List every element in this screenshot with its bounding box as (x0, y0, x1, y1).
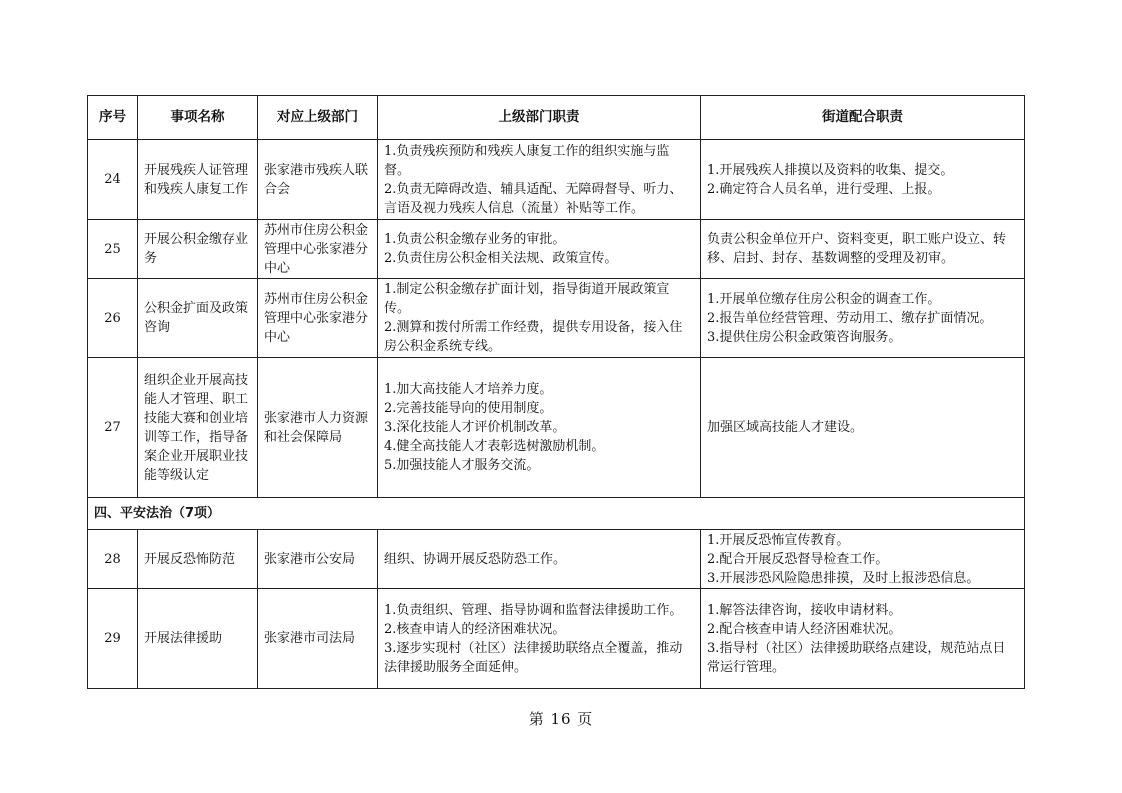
table-body-before (88, 140, 1025, 498)
coop-line: 1.开展反恐怖宣传教育。 (707, 532, 850, 548)
duty-line: 2.负责无障碍改造、辅具适配、无障碍督导、听力、言语及视力残疾人信息（流量）补贴等工作。 (384, 181, 683, 216)
header-name: 事项名称 (138, 96, 258, 140)
row-number: 29 (88, 589, 138, 689)
coop-line: 1.开展单位缴存住房公积金的调查工作。 (707, 291, 941, 307)
coop-line: 2.报告单位经营管理、劳动用工、缴存扩面情况。 (707, 310, 993, 326)
header-coop: 街道配合职责 (701, 96, 1025, 140)
row-number: 24 (88, 140, 138, 220)
table-row (88, 530, 1025, 589)
duty-line: 1.负责残疾预防和残疾人康复工作的组织实施与监督。 (384, 143, 670, 178)
coop-line: 1.解答法律咨询，接收申请材料。 (707, 602, 902, 618)
superior-duties (378, 220, 701, 279)
item-name: 组织企业开展高技能人才管理、职工技能大赛和创业培训等工作，指导备案企业开展职业技能等级认定 (138, 358, 258, 498)
duty-line: 2.负责住房公积金相关法规、政策宣传。 (384, 251, 618, 266)
table-header-row (88, 96, 1025, 140)
coop-line: 3.开展涉恐风险隐患排摸，及时上报涉恐信息。 (707, 570, 980, 586)
coop-line: 3.指导村（社区）法律援助联络点建设，规范站点日常运行管理。 (707, 640, 1006, 675)
superior-duties (378, 589, 701, 689)
duty-line: 1.负责公积金缴存业务的审批。 (384, 232, 566, 247)
duty-line: 3.深化技能人才评价机制改革。 (384, 420, 566, 435)
duty-line: 3.逐步实现村（社区）法律援助联络点全覆盖，推动法律援助服务全面延伸。 (384, 640, 683, 675)
coop-line: 加强区域高技能人才建设。 (707, 420, 864, 435)
street-cooperation-duties (701, 140, 1025, 220)
duty-table (87, 95, 1025, 689)
duty-line: 1.加大高技能人才培养力度。 (384, 382, 553, 397)
item-name: 开展残疾人证管理和残疾人康复工作 (138, 140, 258, 220)
item-name: 开展公积金缴存业务 (138, 220, 258, 279)
superior-department: 张家港市人力资源和社会保障局 (258, 358, 378, 498)
table-row (88, 140, 1025, 220)
section-title: 四、平安法治（7项） (88, 498, 1025, 530)
superior-duties (378, 530, 701, 589)
section-body (88, 498, 1025, 530)
coop-line: 1.开展残疾人排摸以及资料的收集、提交。 (707, 162, 954, 178)
item-name: 开展反恐怖防范 (138, 530, 258, 589)
item-name: 开展法律援助 (138, 589, 258, 689)
section-row (88, 498, 1025, 530)
row-number: 26 (88, 279, 138, 358)
superior-department: 苏州市住房公积金管理中心张家港分中心 (258, 220, 378, 279)
duty-line: 1.制定公积金缴存扩面计划，指导街道开展政策宣传。 (384, 282, 670, 316)
street-cooperation-duties (701, 589, 1025, 689)
table-row (88, 279, 1025, 358)
duty-line: 组织、协调开展反恐防恐工作。 (384, 551, 567, 567)
row-number: 27 (88, 358, 138, 498)
coop-line: 2.配合开展反恐督导检查工作。 (707, 551, 889, 567)
superior-duties (378, 140, 701, 220)
street-cooperation-duties (701, 358, 1025, 498)
duty-line: 4.健全高技能人才表彰选树激励机制。 (384, 439, 605, 454)
table-row (88, 589, 1025, 689)
superior-department: 苏州市住房公积金管理中心张家港分中心 (258, 279, 378, 358)
duty-line: 2.核查申请人的经济困难状况。 (384, 621, 566, 637)
superior-department: 张家港市司法局 (258, 589, 378, 689)
table-body-after (88, 530, 1025, 689)
duty-line: 2.完善技能导向的使用制度。 (384, 401, 553, 416)
superior-duties (378, 279, 701, 358)
coop-line: 2.确定符合人员名单，进行受理、上报。 (707, 181, 941, 197)
coop-line: 负责公积金单位开户、资料变更，职工账户设立、转移、启封、封存、基数调整的受理及初审。 (707, 232, 1007, 266)
table-row (88, 358, 1025, 498)
duty-line: 1.负责组织、管理、指导协调和监督法律援助工作。 (384, 602, 683, 618)
page-number: 第 16 页 (528, 710, 594, 728)
row-number: 28 (88, 530, 138, 589)
superior-department: 张家港市公安局 (258, 530, 378, 589)
coop-line: 3.提供住房公积金政策咨询服务。 (707, 329, 902, 345)
table-row (88, 220, 1025, 279)
street-cooperation-duties (701, 530, 1025, 589)
street-cooperation-duties (701, 279, 1025, 358)
item-name: 公积金扩面及政策咨询 (138, 279, 258, 358)
duty-line: 2.测算和拨付所需工作经费，提供专用设备，接入住房公积金系统专线。 (384, 320, 683, 354)
header-duty: 上级部门职责 (378, 96, 701, 140)
street-cooperation-duties (701, 220, 1025, 279)
duty-line: 5.加强技能人才服务交流。 (384, 458, 540, 473)
header-num: 序号 (88, 96, 138, 140)
superior-department: 张家港市残疾人联合会 (258, 140, 378, 220)
header-dept: 对应上级部门 (258, 96, 378, 140)
superior-duties (378, 358, 701, 498)
coop-line: 2.配合核查申请人经济困难状况。 (707, 621, 902, 637)
row-number: 25 (88, 220, 138, 279)
